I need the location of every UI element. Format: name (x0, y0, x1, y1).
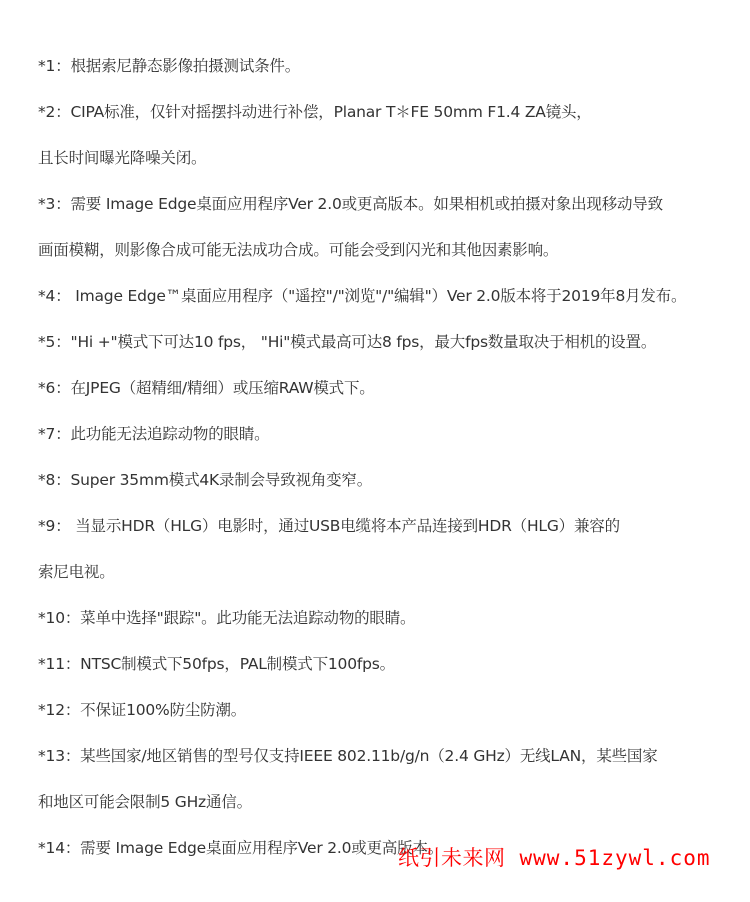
footnote-10: *10：菜单中选择"跟踪"。此功能无法追踪动物的眼睛。 (38, 609, 416, 627)
footnote-6: *6：在JPEG（超精细/精细）或压缩RAW模式下。 (38, 379, 375, 397)
footnote-13-continued: 和地区可能会限制5 GHz通信。 (38, 793, 252, 811)
footnote-9: *9： 当显示HDR（HLG）电影时，通过USB电缆将本产品连接到HDR（HLG）兼容的 (38, 517, 620, 535)
footnote-5: *5："Hi +"模式下可达10 fps， "Hi"模式最高可达8 fps，最大fps数量取决于相机的设置。 (38, 333, 657, 351)
footnote-2: *2：CIPA标准，仅针对摇摆抖动进行补偿，Planar T＊FE 50mm F1.4 ZA镜头， (38, 103, 592, 121)
footnote-13: *13：某些国家/地区销售的型号仅支持IEEE 802.11b/g/n（2.4 GHz）无线LAN，某些国家 (38, 747, 658, 765)
footnote-7: *7：此功能无法追踪动物的眼睛。 (38, 425, 270, 443)
watermark (398, 842, 711, 874)
footnote-9-continued: 索尼电视。 (38, 563, 115, 581)
footnote-2-continued: 且长时间曝光降噪关闭。 (38, 149, 207, 167)
watermark-url: www.51zywl.com (519, 846, 711, 870)
footnote-1: *1：根据索尼静态影像拍摄测试条件。 (38, 57, 301, 75)
footnote-8: *8：Super 35mm模式4K录制会导致视角变窄。 (38, 471, 372, 489)
footnote-4: *4： Image Edge™桌面应用程序（"遥控"/"浏览"/"编辑"）Ver 2.0版本将于2019年8月发布。 (38, 287, 687, 305)
footnote-3: *3：需要 Image Edge桌面应用程序Ver 2.0或更高版本。如果相机或拍摄对象出现移动导致 (38, 195, 663, 213)
watermark-text: 纸引未来网 (398, 846, 506, 870)
footnote-3-continued: 画面模糊，则影像合成可能无法成功合成。可能会受到闪光和其他因素影响。 (38, 241, 559, 259)
footnote-12: *12：不保证100%防尘防潮。 (38, 701, 247, 719)
footnote-14: *14：需要 Image Edge桌面应用程序Ver 2.0或更高版本。 (38, 839, 444, 857)
footnote-11: *11：NTSC制模式下50fps，PAL制模式下100fps。 (38, 655, 395, 673)
